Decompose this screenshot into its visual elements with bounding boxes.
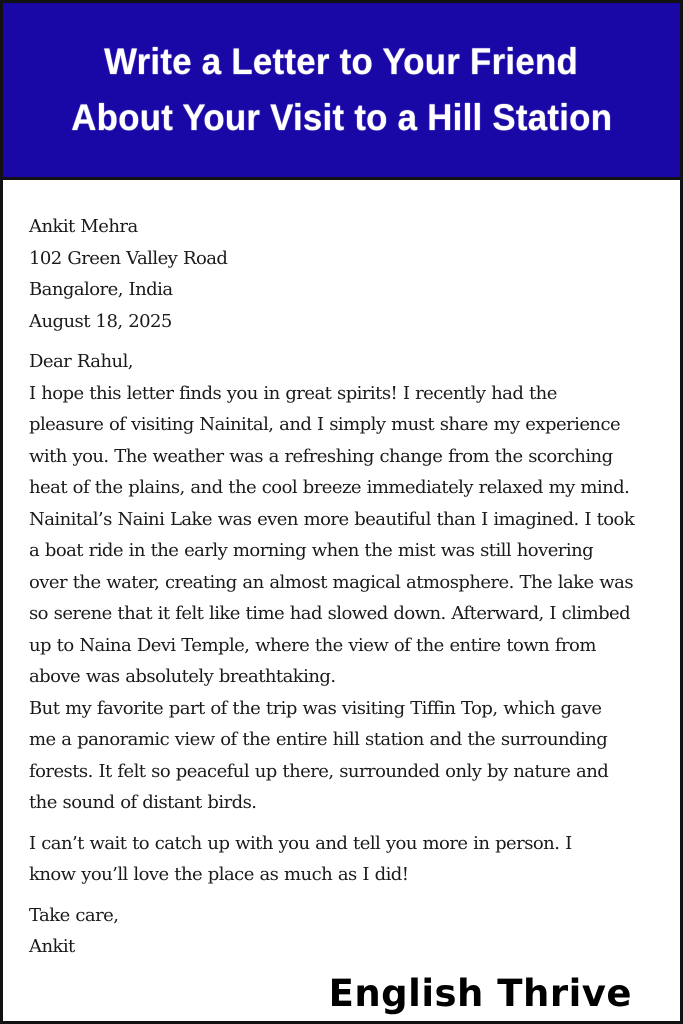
brand-watermark: English Thrive: [328, 972, 632, 1015]
paragraph-line: pleasure of visiting Nainital, and I simply must share my experience: [29, 414, 621, 435]
spacer: [29, 891, 649, 900]
sender-city: Bangalore, India: [29, 279, 173, 300]
paragraph-line: a boat ride in the early morning when the mist was still hovering: [29, 540, 594, 561]
paragraph-line: heat of the plains, and the cool breeze immediately relaxed my mind.: [29, 477, 630, 498]
paragraph-line: I can’t wait to catch up with you and tell you more in person. I: [29, 832, 572, 854]
paragraph-line: above was absolutely breathtaking.: [29, 666, 336, 687]
paragraph-1: [29, 378, 649, 693]
signature: Ankit: [29, 936, 75, 957]
title-banner: [3, 3, 680, 180]
salutation: Dear Rahul,: [29, 351, 133, 372]
paragraph-3: [29, 828, 649, 891]
spacer: [29, 819, 649, 828]
paragraph-line: up to Naina Devi Temple, where the view of the entire town from: [29, 634, 596, 656]
paragraph-line: forests. It felt so peaceful up there, surrounded only by nature and: [29, 760, 609, 782]
letter-date: August 18, 2025: [29, 310, 172, 332]
paragraph-line: over the water, creating an almost magical atmosphere. The lake was: [29, 571, 634, 593]
sender-address-block: [29, 211, 649, 337]
paragraph-line: But my favorite part of the trip was visiting Tiffin Top, which gave: [29, 697, 602, 719]
sender-name: Ankit Mehra: [29, 216, 138, 237]
spacer: [29, 337, 649, 346]
paragraph-line: so serene that it felt like time had slowed down. Afterward, I climbed: [29, 603, 631, 624]
letter-body: [29, 211, 649, 963]
paragraph-line: the sound of distant birds.: [29, 792, 257, 813]
page-title-line-1: Write a Letter to Your Friend: [104, 41, 579, 82]
paragraph-line: Nainital’s Naini Lake was even more beautiful than I imagined. I took: [29, 508, 635, 530]
sender-street: 102 Green Valley Road: [29, 247, 228, 269]
closing: Take care,: [29, 904, 119, 926]
paragraph-line: know you’ll love the place as much as I did!: [29, 864, 409, 885]
paragraph-2: [29, 693, 649, 819]
paragraph-line: I hope this letter finds you in great spirits! I recently had the: [29, 382, 557, 404]
paragraph-line: with you. The weather was a refreshing change from the scorching: [29, 445, 613, 467]
paragraph-line: me a panoramic view of the entire hill station and the surrounding: [29, 729, 608, 750]
page-title-line-2: About Your Visit to a Hill Station: [71, 97, 612, 138]
